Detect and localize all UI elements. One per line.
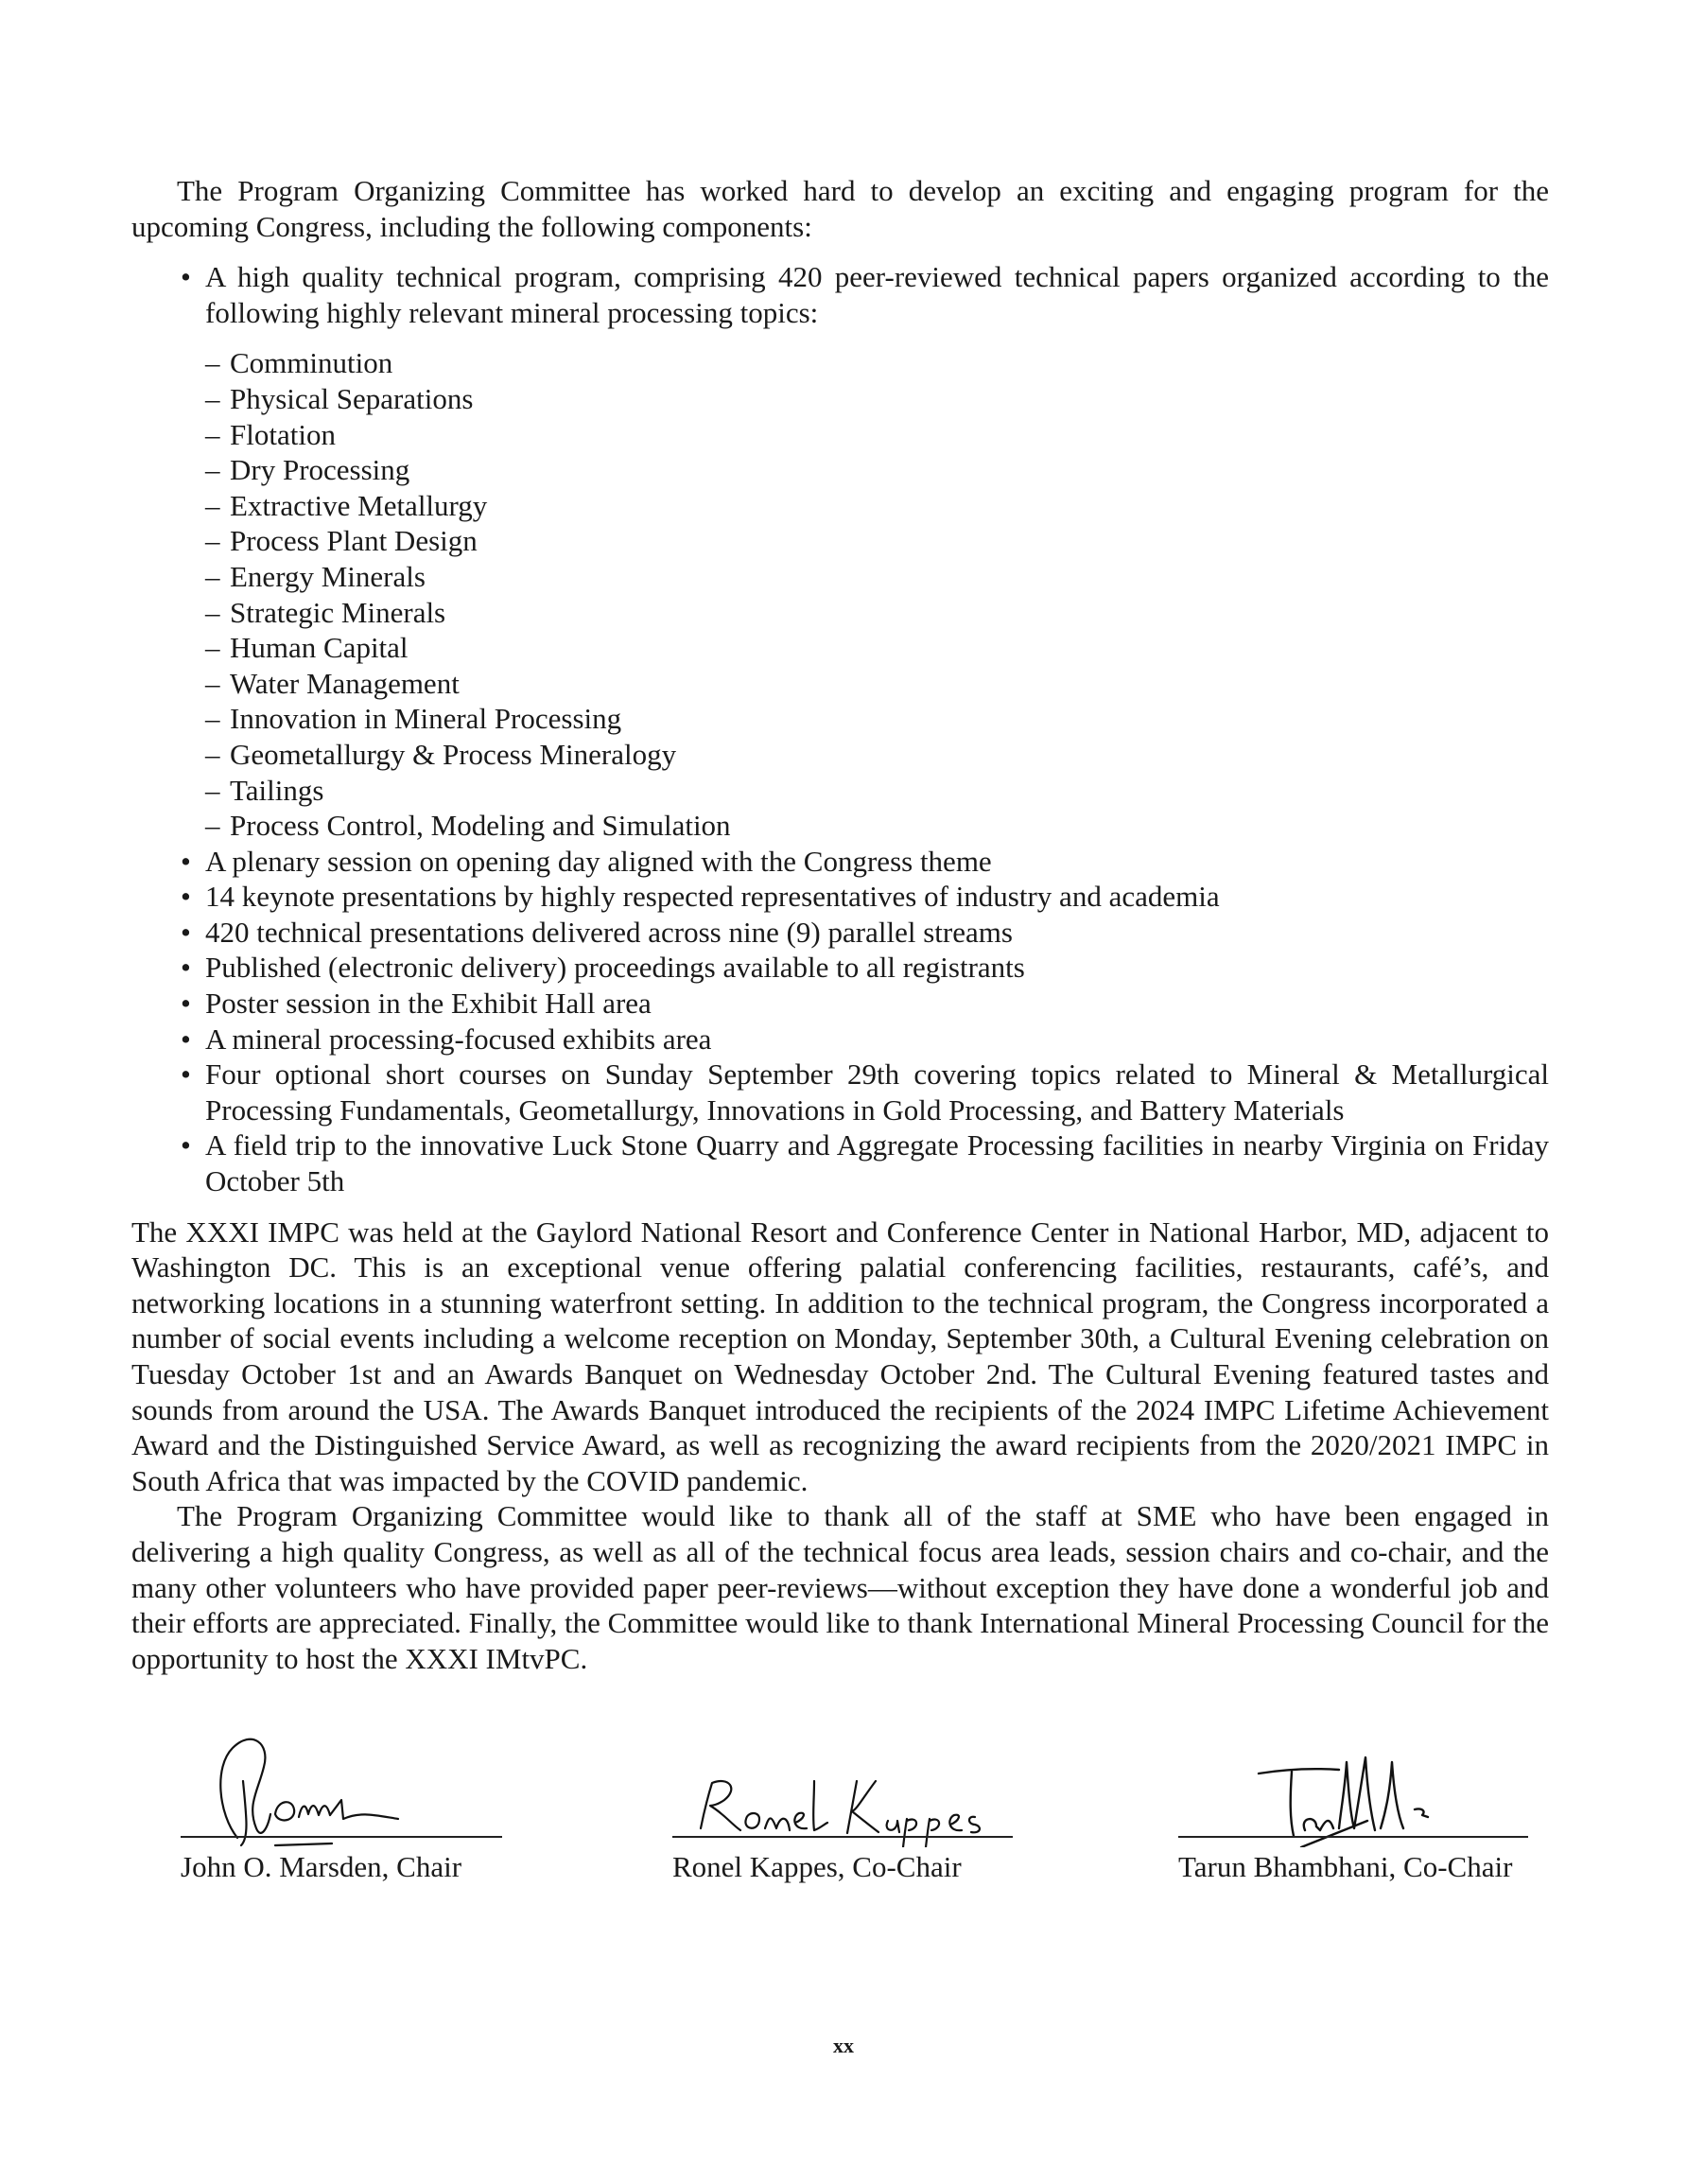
bullet-icon: • — [181, 880, 191, 914]
topic-item: – Comminution — [205, 346, 393, 380]
bullet-icon: • — [181, 915, 191, 949]
list-item: • Four optional short courses on Sunday September 29th covering topics related to Mineral & Metallurgical Processing Fundamentals, Geometallurgy, Innovations in Gold Processing, and Battery Materials — [181, 1057, 1549, 1127]
signature-chair — [181, 1724, 502, 1895]
intro-paragraph: The Program Organizing Committee has worked hard to develop an exciting and engaging program for the upcoming Congress, including the following components: — [131, 174, 1549, 243]
topic-item: – Process Control, Modeling and Simulation — [205, 809, 731, 843]
bullet-icon: • — [181, 987, 191, 1021]
signature-co-chair-kappes — [672, 1724, 1013, 1895]
topic-item: – Extractive Metallurgy — [205, 488, 488, 522]
bullet-icon: • — [181, 260, 191, 294]
document-body — [131, 173, 1549, 1883]
list-item: • 14 keynote presentations by highly respected representatives of industry and academia — [181, 880, 1220, 914]
bullet-icon: • — [181, 1057, 191, 1092]
topic-item: – Energy Minerals — [205, 559, 426, 593]
topic-item: – Strategic Minerals — [205, 595, 446, 629]
signature-co-chair-bhambhani — [1178, 1724, 1528, 1895]
list-item: • A mineral processing-focused exhibits area — [181, 1022, 712, 1056]
bullet-icon: • — [181, 1128, 191, 1162]
handwritten-signature-marsden — [181, 1724, 502, 1847]
page-number: xx — [833, 2034, 854, 2057]
topic-item: – Water Management — [205, 666, 460, 700]
topic-item: – Human Capital — [205, 631, 409, 665]
signer-name: Tarun Bhambhani, Co-Chair — [1178, 1850, 1513, 1883]
technical-program-text: A high quality technical program, comprising 420 peer-reviewed technical papers organized according to the following highly relevant mineral processing topics: — [205, 260, 1549, 329]
topic-item: – Physical Separations — [205, 381, 474, 415]
bullet-icon: • — [181, 844, 191, 878]
signature-line — [672, 1836, 1013, 1838]
signature-line — [1178, 1836, 1528, 1838]
signer-name: John O. Marsden, Chair — [181, 1850, 462, 1883]
handwritten-signature-kappes — [672, 1724, 1013, 1847]
venue-paragraph: The XXXI IMPC was held at the Gaylord National Resort and Conference Center in National Harbor, MD, adjacent to Washington DC. This is an exceptional venue offering palatial conferencing facilities, restaurants, café’s, and networking locations in a stunning waterfront setting. In addition to the technical program, the Congress incorporated a number of social events including a welcome reception on Monday, September 30th, a Cultural Evening celebration on Tuesday October 1st and an Awards Banquet on Wednesday October 2nd. The Cultural Evening featured tastes and sounds from around the USA. The Awards Banquet introduced the recipients of the 2024 IMPC Lifetime Achievement Award and the Distinguished Service Award, as well as recognizing the award recipients from the 2020/2021 IMPC in South Africa that was impacted by the COVID pandemic. — [131, 1214, 1549, 1497]
signer-name: Ronel Kappes, Co-Chair — [672, 1850, 962, 1883]
topic-item: – Flotation — [205, 417, 336, 451]
topic-item: – Process Plant Design — [205, 524, 478, 558]
topics-list — [205, 345, 1549, 843]
list-item-technical-program — [131, 259, 1549, 844]
topic-item: – Geometallurgy & Process Mineralogy — [205, 737, 677, 771]
topic-item: – Innovation in Mineral Processing — [205, 702, 622, 736]
list-item: • Poster session in the Exhibit Hall area — [181, 987, 652, 1021]
thanks-paragraph: The Program Organizing Committee would like to thank all of the staff at SME who have been engaged in delivering a high quality Congress, as well as all of the technical focus area leads, session chairs and co-chair, and the many other volunteers who have provided paper peer-reviews—without exception they have done a wonderful job and their efforts are appreciated. Finally, the Committee would like to thank International Mineral Processing Council for the opportunity to host the XXXI IMtvPC. — [131, 1499, 1549, 1675]
list-item: • Published (electronic delivery) proceedings available to all registrants — [181, 951, 1025, 985]
list-item: • A plenary session on opening day aligned with the Congress theme — [181, 844, 992, 878]
topic-item: – Tailings — [205, 773, 324, 807]
list-item: • 420 technical presentations delivered across nine (9) parallel streams — [181, 915, 1013, 949]
bullet-icon: • — [181, 951, 191, 985]
list-item: • A field trip to the innovative Luck Stone Quarry and Aggregate Processing facilities in nearby Virginia on Friday October 5th — [181, 1128, 1549, 1198]
bullet-icon: • — [181, 1022, 191, 1056]
components-list — [131, 259, 1549, 1198]
signature-text: Ronel Kappes — [672, 1724, 678, 1725]
topic-item: – Dry Processing — [205, 453, 410, 487]
handwritten-signature-bhambhani — [1178, 1724, 1528, 1847]
signature-line — [181, 1836, 502, 1838]
signature-block — [131, 1724, 1549, 1895]
